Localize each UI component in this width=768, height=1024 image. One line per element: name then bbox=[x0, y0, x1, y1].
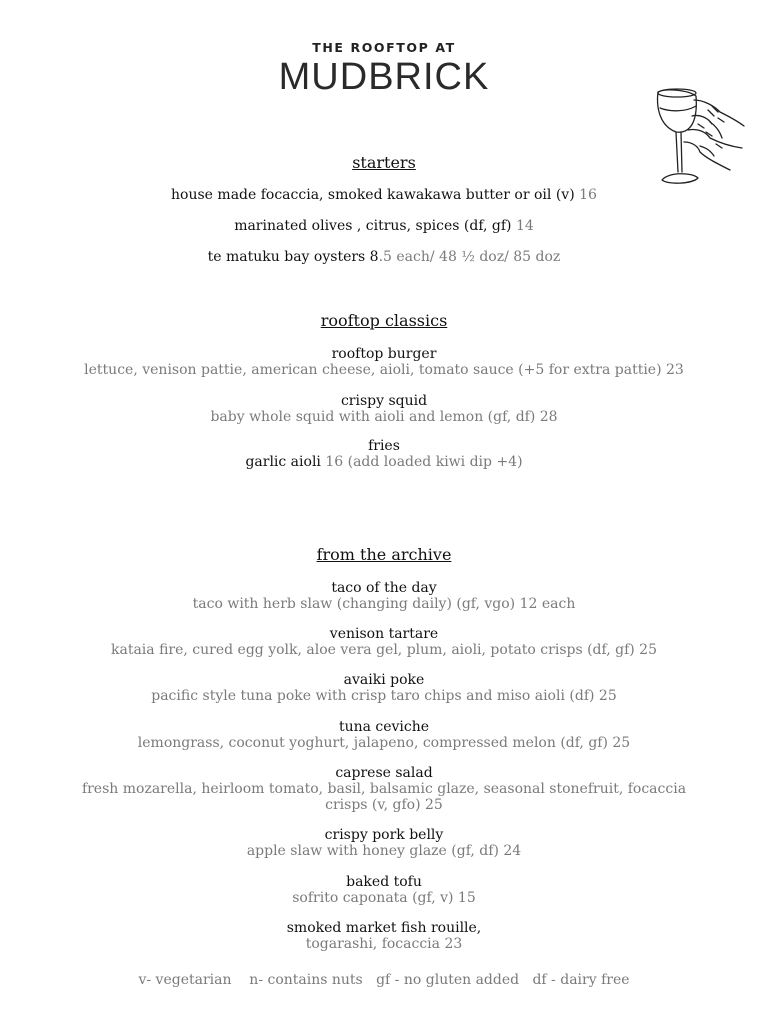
item-description: lettuce, venison pattie, american cheese, aioli, tomato sauce (+5 for extra pattie) 23 bbox=[84, 362, 684, 378]
starter-item-text: te matuku bay oysters 8 bbox=[207, 249, 379, 265]
menu-item-tuna-ceviche bbox=[0, 719, 768, 751]
item-name: crispy pork belly bbox=[324, 827, 444, 843]
section-title-from-the-archive: from the archive bbox=[316, 545, 452, 564]
dietary-legend: v- vegetarian n- contains nuts gf - no gluten added df - dairy free bbox=[138, 972, 630, 988]
starter-item-price: .5 each/ 48 ½ doz/ 85 doz bbox=[378, 249, 561, 265]
starter-item-price: 14 bbox=[515, 218, 534, 234]
item-description bbox=[0, 454, 768, 470]
starter-item-olives bbox=[0, 218, 768, 234]
menu-item-crispy-pork-belly bbox=[0, 827, 768, 859]
wine-glass-hand-illustration bbox=[648, 86, 748, 190]
brand-name: MUDBRICK bbox=[278, 56, 490, 98]
item-name: crispy squid bbox=[340, 393, 428, 409]
item-description: fresh mozarella, heirloom tomato, basil, balsamic glaze, seasonal stonefruit, focaccia bbox=[81, 781, 687, 797]
item-description-lead: garlic aioli bbox=[245, 454, 321, 470]
brand-top-line: THE ROOFTOP AT bbox=[312, 40, 456, 55]
item-name: caprese salad bbox=[335, 765, 433, 781]
item-name: fries bbox=[368, 438, 400, 454]
item-description: baby whole squid with aioli and lemon (gf, df) 28 bbox=[210, 409, 558, 425]
item-name: rooftop burger bbox=[331, 346, 437, 362]
menu-item-fries bbox=[0, 438, 768, 470]
section-title-rooftop-classics: rooftop classics bbox=[320, 311, 448, 330]
starter-item-focaccia bbox=[0, 187, 768, 203]
menu-item-crispy-squid bbox=[0, 393, 768, 425]
section-title-starters: starters bbox=[352, 153, 416, 172]
starter-item-text: house made focaccia, smoked kawakawa butter or oil (v) bbox=[171, 187, 575, 203]
item-name: avaiki poke bbox=[343, 672, 425, 688]
item-description: taco with herb slaw (changing daily) (gf, vgo) 12 each bbox=[192, 596, 576, 612]
item-name: venison tartare bbox=[329, 626, 439, 642]
menu-item-caprese-salad bbox=[0, 765, 768, 813]
item-description-rest: 16 (add loaded kiwi dip +4) bbox=[320, 454, 523, 470]
starter-item-price: 16 bbox=[579, 187, 597, 203]
menu-item-baked-tofu bbox=[0, 874, 768, 906]
menu-item-rooftop-burger bbox=[0, 346, 768, 378]
starter-item-oysters bbox=[0, 249, 768, 265]
menu-item-venison-tartare bbox=[0, 626, 768, 658]
starter-item-text: marinated olives , citrus, spices (df, gf) bbox=[234, 218, 512, 234]
item-description: apple slaw with honey glaze (gf, df) 24 bbox=[246, 843, 522, 859]
item-name: taco of the day bbox=[331, 580, 437, 596]
item-description: lemongrass, coconut yoghurt, jalapeno, compressed melon (df, gf) 25 bbox=[137, 735, 631, 751]
item-name: baked tofu bbox=[346, 874, 422, 890]
item-description: kataia fire, cured egg yolk, aloe vera gel, plum, aioli, potato crisps (df, gf) 25 bbox=[111, 642, 657, 658]
menu-item-taco bbox=[0, 580, 768, 612]
menu-item-smoked-fish bbox=[0, 920, 768, 952]
item-name: smoked market fish rouille, bbox=[286, 920, 482, 936]
item-description: sofrito caponata (gf, v) 15 bbox=[292, 890, 476, 906]
item-description: togarashi, focaccia 23 bbox=[305, 936, 463, 952]
menu-item-avaiki-poke bbox=[0, 672, 768, 704]
item-description-continued: crisps (v, gfo) 25 bbox=[325, 797, 443, 813]
item-name: tuna ceviche bbox=[338, 719, 430, 735]
item-description: pacific style tuna poke with crisp taro chips and miso aioli (df) 25 bbox=[151, 688, 617, 704]
